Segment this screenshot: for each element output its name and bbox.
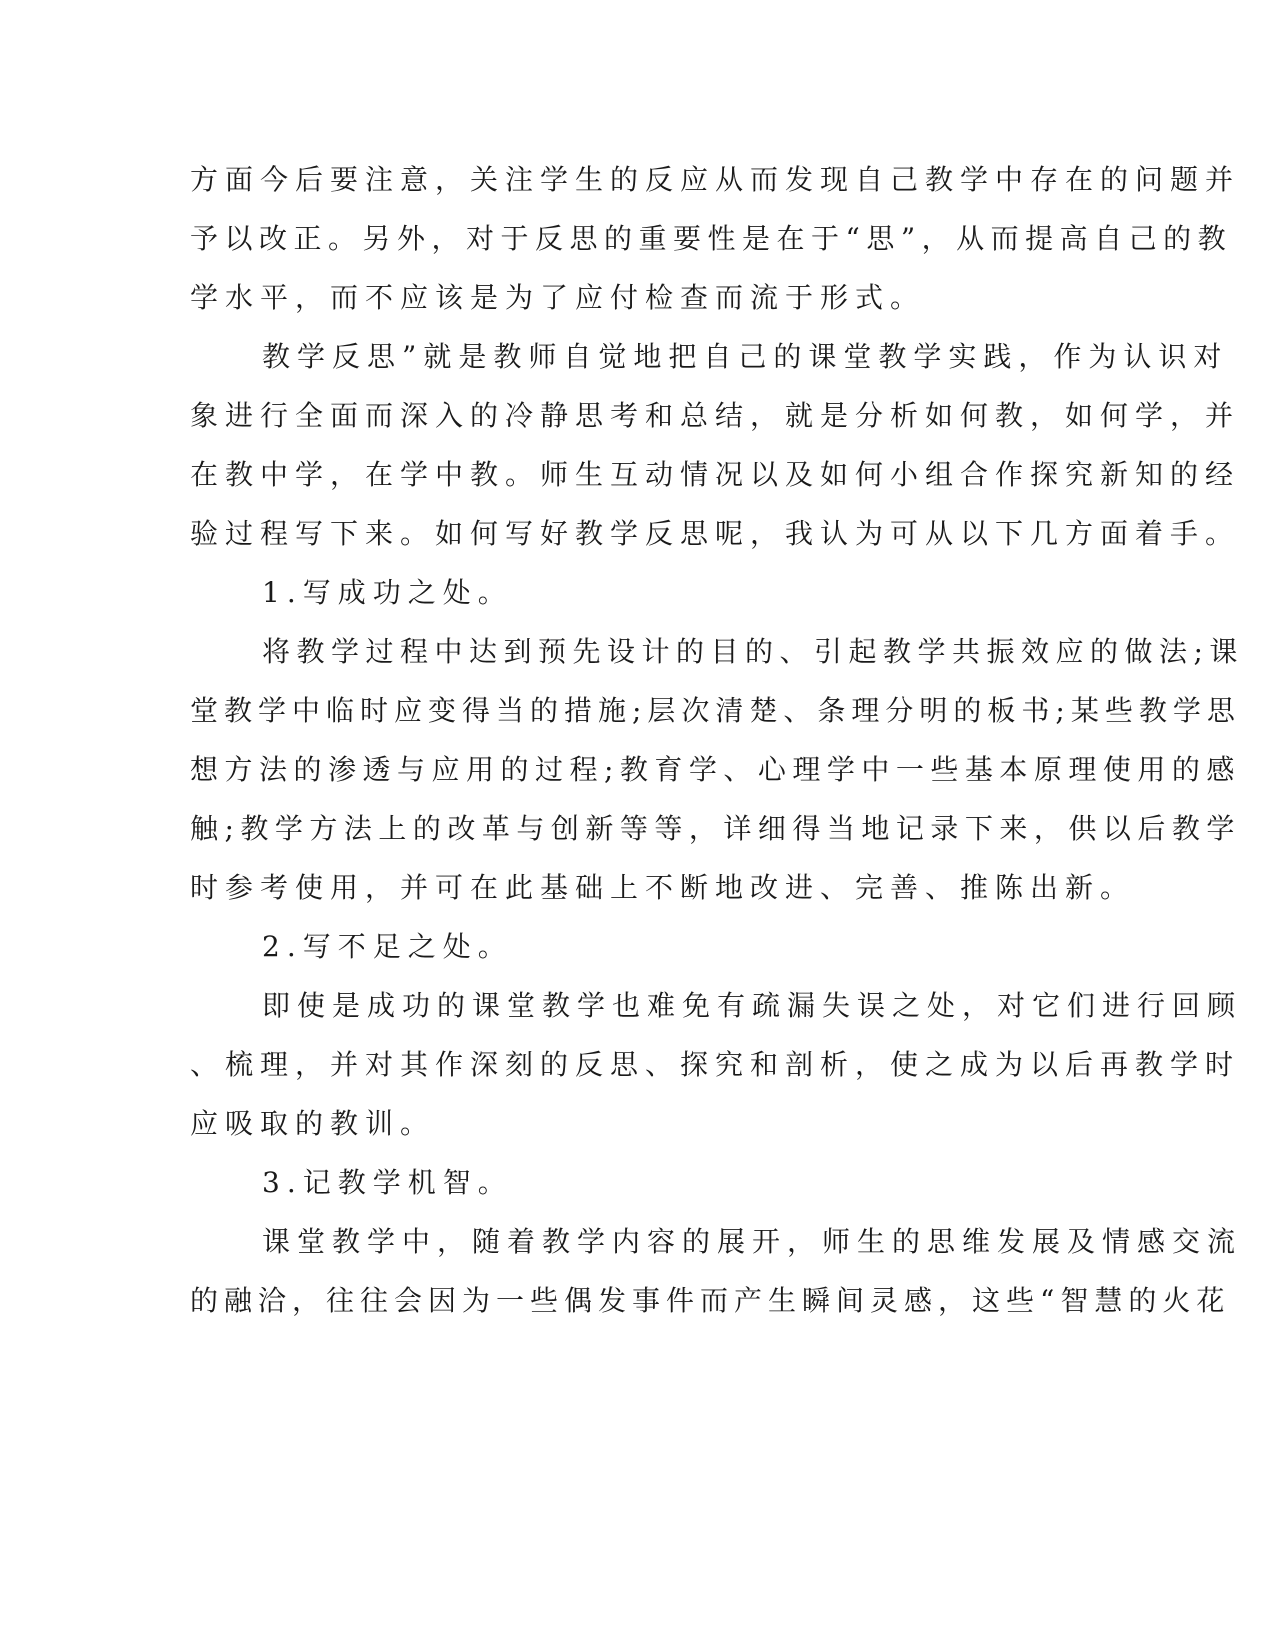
text-line: 应吸取的教训。 [190,1107,436,1140]
text-line: 学水平，而不应该是为了应付检查而流于形式。 [190,281,926,314]
text-line: 教学反思”就是教师自觉地把自己的课堂教学实践，作为认识对 [262,340,1229,373]
section-heading: 1.写成功之处。 [262,576,513,609]
text-line: 将教学过程中达到预先设计的目的、引起教学共振效应的做法;课 [262,635,1244,668]
text-line: 的融洽，往往会因为一些偶发事件而产生瞬间灵感，这些“智慧的火花 [190,1284,1231,1317]
text-line: 堂教学中临时应变得当的措施;层次清楚、条理分明的板书;某些教学思 [190,694,1241,727]
text-line: 验过程写下来。如何写好教学反思呢，我认为可从以下几方面着手。 [190,517,1241,550]
text-line: 、梳理，并对其作深刻的反思、探究和剖析，使之成为以后再教学时 [190,1048,1241,1081]
text-line: 课堂教学中，随着教学内容的展开，师生的思维发展及情感交流 [262,1225,1243,1258]
section-heading: 2.写不足之处。 [262,930,513,963]
text-line: 予以改正。另外，对于反思的重要性是在于“思”，从而提高自己的教 [190,222,1233,255]
text-line: 想方法的渗透与应用的过程;教育学、心理学中一些基本原理使用的感 [190,753,1241,786]
text-line: 象进行全面而深入的冷静思考和总结，就是分析如何教，如何学，并 [190,399,1241,432]
text-line: 在教中学，在学中教。师生互动情况以及如何小组合作探究新知的经 [190,458,1241,491]
section-heading: 3.记教学机智。 [262,1166,513,1199]
text-line: 触;教学方法上的改革与创新等等，详细得当地记录下来，供以后教学 [190,812,1241,845]
text-line: 时参考使用，并可在此基础上不断地改进、完善、推陈出新。 [190,871,1136,904]
text-line: 即使是成功的课堂教学也难免有疏漏失误之处，对它们进行回顾 [262,989,1243,1022]
text-line: 方面今后要注意，关注学生的反应从而发现自己教学中存在的问题并 [190,163,1241,196]
